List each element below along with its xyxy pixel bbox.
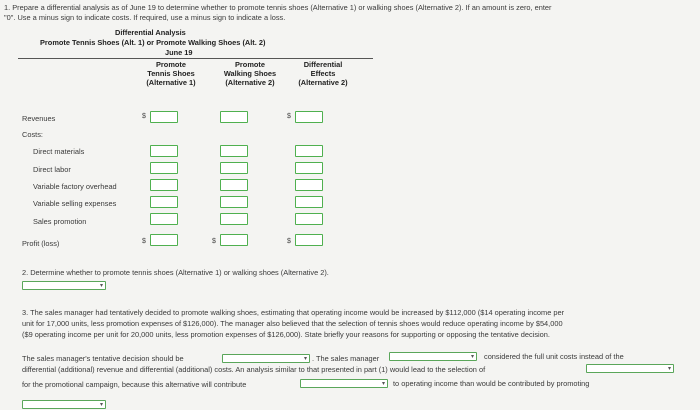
sales-promotion-alt1-input[interactable]: [150, 213, 178, 225]
q3-sentence3-part1: for the promotional campaign, because this alternative will contribute: [22, 380, 247, 389]
currency-symbol: $: [142, 113, 146, 120]
variable-factory-overhead-alt2-input[interactable]: [220, 179, 248, 191]
col-header-alt1: Promote Tennis Shoes (Alternative 1): [146, 60, 196, 87]
q3-decision-dropdown[interactable]: [222, 354, 310, 363]
chevron-down-icon: ▾: [667, 366, 671, 372]
q3-sentence1-part2: . The sales manager: [312, 354, 380, 363]
header-divider: [18, 58, 373, 59]
q3-contribute-dropdown[interactable]: [300, 379, 388, 388]
currency-symbol: $: [287, 238, 291, 245]
col-header-differential: Differential Effects (Alternative 2): [298, 60, 348, 87]
q2-text: 2. Determine whether to promote tennis shoes (Alternative 1) or walking shoes (Alternative 2).: [22, 268, 329, 277]
revenues-alt1-input[interactable]: [150, 111, 178, 123]
chevron-down-icon: ▾: [99, 402, 103, 408]
direct-materials-alt2-input[interactable]: [220, 145, 248, 157]
chevron-down-icon: ▾: [303, 356, 307, 362]
revenues-differential-input[interactable]: [295, 111, 323, 123]
table-subtitle: Promote Tennis Shoes (Alt. 1) or Promote Walking Shoes (Alt. 2): [40, 38, 266, 47]
row-label-direct-labor: Direct labor: [33, 165, 71, 174]
q3-selection-dropdown[interactable]: [586, 364, 674, 373]
direct-labor-alt2-input[interactable]: [220, 162, 248, 174]
chevron-down-icon: ▾: [99, 283, 103, 289]
profit-alt1-input[interactable]: [150, 234, 178, 246]
revenues-alt2-input[interactable]: [220, 111, 248, 123]
direct-labor-alt1-input[interactable]: [150, 162, 178, 174]
sales-promotion-alt2-input[interactable]: [220, 213, 248, 225]
q1-instructions-line2: "0". Use a minus sign to indicate costs. If required, use a minus sign to indicate a loss.: [4, 13, 286, 22]
q3-alternative-dropdown[interactable]: [22, 400, 106, 409]
q3-sentence3-part2: to operating income than would be contributed by promoting: [393, 379, 590, 388]
variable-selling-expenses-alt1-input[interactable]: [150, 196, 178, 208]
direct-labor-differential-input[interactable]: [295, 162, 323, 174]
table-date: June 19: [165, 48, 193, 57]
variable-factory-overhead-differential-input[interactable]: [295, 179, 323, 191]
row-label-costs: Costs:: [22, 130, 43, 139]
direct-materials-differential-input[interactable]: [295, 145, 323, 157]
chevron-down-icon: ▾: [470, 354, 474, 360]
sales-promotion-differential-input[interactable]: [295, 213, 323, 225]
row-label-revenues: Revenues: [22, 114, 56, 123]
variable-selling-expenses-alt2-input[interactable]: [220, 196, 248, 208]
profit-alt2-input[interactable]: [220, 234, 248, 246]
direct-materials-alt1-input[interactable]: [150, 145, 178, 157]
q3-sentence1-part3: considered the full unit costs instead of the: [484, 352, 624, 361]
currency-symbol: $: [142, 238, 146, 245]
q2-decision-dropdown[interactable]: [22, 281, 106, 290]
row-label-profit-loss: Profit (loss): [22, 239, 60, 248]
variable-factory-overhead-alt1-input[interactable]: [150, 179, 178, 191]
profit-differential-input[interactable]: [295, 234, 323, 246]
q1-instructions-line1: 1. Prepare a differential analysis as of June 19 to determine whether to promote tennis shoes (Alternative 1) or walking shoes (Alternative 2). If an amount is zero, enter: [4, 3, 552, 12]
q3-line1: 3. The sales manager had tentatively decided to promote walking shoes, estimating that operating income would be increased by $112,000 ($14 operating income per: [22, 308, 565, 317]
row-label-variable-selling-expenses: Variable selling expenses: [33, 199, 117, 208]
variable-selling-expenses-differential-input[interactable]: [295, 196, 323, 208]
row-label-direct-materials: Direct materials: [33, 147, 85, 156]
q3-sentence1-part1: The sales manager's tentative decision should be: [22, 354, 184, 363]
q3-sentence2: differential (additional) revenue and differential (additional) costs. An analysis similar to that presented in part (1) would lead to the selection of: [22, 365, 486, 374]
currency-symbol: $: [287, 113, 291, 120]
row-label-variable-factory-overhead: Variable factory overhead: [33, 182, 117, 191]
currency-symbol: $: [212, 238, 216, 245]
q3-line3: ($9 operating income per unit for 20,000 units, less promotion expenses of $126,000). State briefly your reasons for supporting or opposing the tentative decision.: [22, 330, 550, 339]
q3-manager-dropdown[interactable]: [389, 352, 477, 361]
row-label-sales-promotion: Sales promotion: [33, 217, 87, 226]
chevron-down-icon: ▾: [381, 381, 385, 387]
table-title: Differential Analysis: [115, 28, 186, 37]
col-header-alt2: Promote Walking Shoes (Alternative 2): [223, 60, 277, 87]
q3-line2: unit for 17,000 units, less promotion expenses of $126,000). The manager also believed that the selection of tennis shoes would reduce operating income by $54,000: [22, 319, 563, 328]
